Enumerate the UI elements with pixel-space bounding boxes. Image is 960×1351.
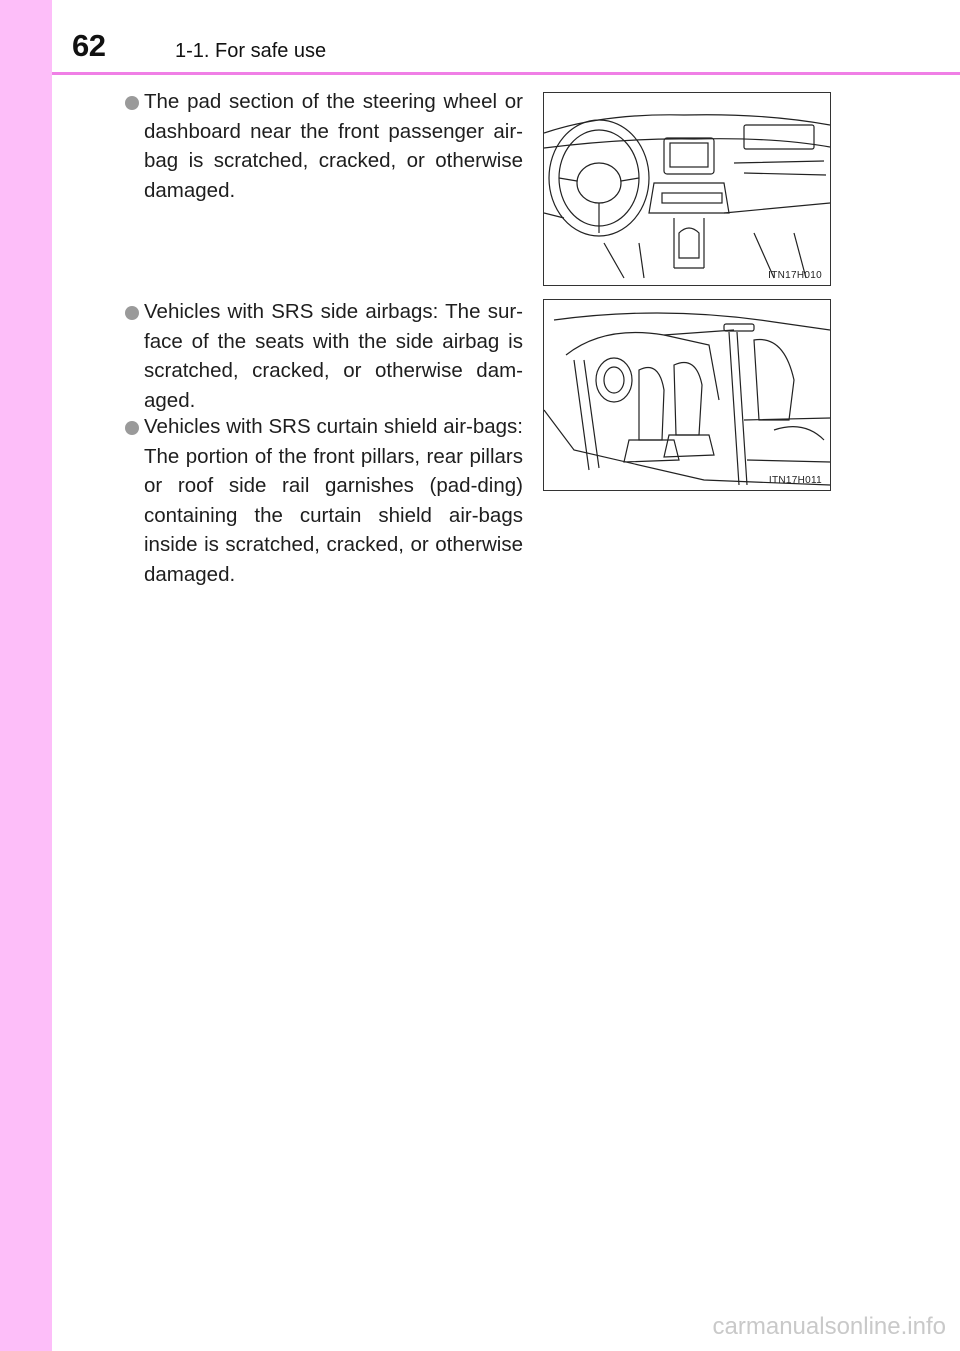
bullet-text: Vehicles with SRS curtain shield air-bags: The portion of the front pillars, rear pillars or roof side rail garnishes (pad-ding) containing the curtain shield air-bags inside is scratched, cracked, or otherwise damaged. [144,415,523,586]
seat-curtain-airbag-illustration [543,299,831,491]
bullet-item [125,412,523,589]
bullet-text: The pad section of the steering wheel or dashboard near the front passenger air-bag is scratched, cracked, or otherwise damaged. [144,90,523,202]
watermark: carmanualsonline.info [712,1313,946,1340]
bullet-text: Vehicles with SRS side airbags: The sur-face of the seats with the side airbag is scratched, cracked, or otherwise dam-aged. [144,300,523,412]
section-title: 1-1. For safe use [175,40,327,62]
figure-code: ITN17H010 [768,270,822,281]
figure-code: ITN17H011 [768,475,822,486]
dashboard-airbag-illustration [543,92,831,286]
bullet-item [125,87,523,205]
page-number: 62 [72,28,106,63]
bullet-item [125,297,523,415]
header-rule [52,72,960,75]
side-tab-bar [0,0,52,1351]
